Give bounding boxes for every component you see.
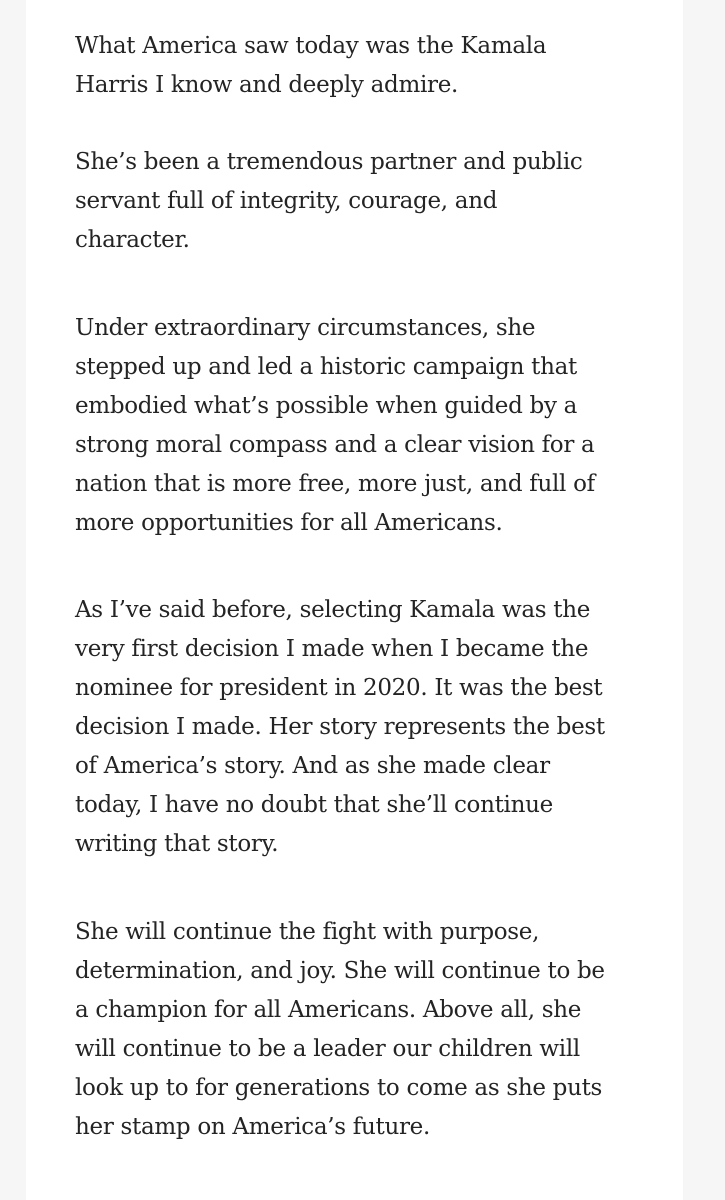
article-body <box>26 0 683 1200</box>
right-page-gutter <box>683 0 725 1200</box>
text-line: Under extraordinary circumstances, she <box>75 315 536 341</box>
paragraph-3 <box>75 309 675 543</box>
text-line: Harris I know and deeply admire. <box>75 72 459 98</box>
text-line: stepped up and led a historic campaign that <box>75 354 577 380</box>
text-line: She will continue the fight with purpose, <box>75 919 540 945</box>
text-line: her stamp on America’s future. <box>75 1114 431 1140</box>
paragraph-4 <box>75 591 675 864</box>
text-line: What America saw today was the Kamala <box>75 33 547 59</box>
text-line: nominee for president in 2020. It was the best <box>75 675 603 701</box>
text-line: a champion for all Americans. Above all, she <box>75 997 582 1023</box>
text-line: strong moral compass and a clear vision for a <box>75 432 595 458</box>
text-line: decision I made. Her story represents the best <box>75 714 605 740</box>
text-line: As I’ve said before, selecting Kamala was the <box>75 597 591 623</box>
text-line: servant full of integrity, courage, and <box>75 188 498 214</box>
text-line: character. <box>75 227 190 253</box>
left-page-gutter <box>0 0 26 1200</box>
text-line: determination, and joy. She will continue to be <box>75 958 605 984</box>
text-line: embodied what’s possible when guided by a <box>75 393 578 419</box>
text-line: will continue to be a leader our children will <box>75 1036 580 1062</box>
text-line: writing that story. <box>75 831 279 857</box>
text-line: today, I have no doubt that she’ll continue <box>75 792 553 818</box>
text-line: very first decision I made when I became the <box>75 636 589 662</box>
text-line: look up to for generations to come as she puts <box>75 1075 603 1101</box>
text-line: more opportunities for all Americans. <box>75 510 503 536</box>
paragraph-2 <box>75 143 675 260</box>
paragraph-5 <box>75 913 675 1147</box>
text-line: nation that is more free, more just, and full of <box>75 471 595 497</box>
text-line: She’s been a tremendous partner and public <box>75 149 583 175</box>
text-line: of America’s story. And as she made clear <box>75 753 550 779</box>
paragraph-1 <box>75 27 675 105</box>
